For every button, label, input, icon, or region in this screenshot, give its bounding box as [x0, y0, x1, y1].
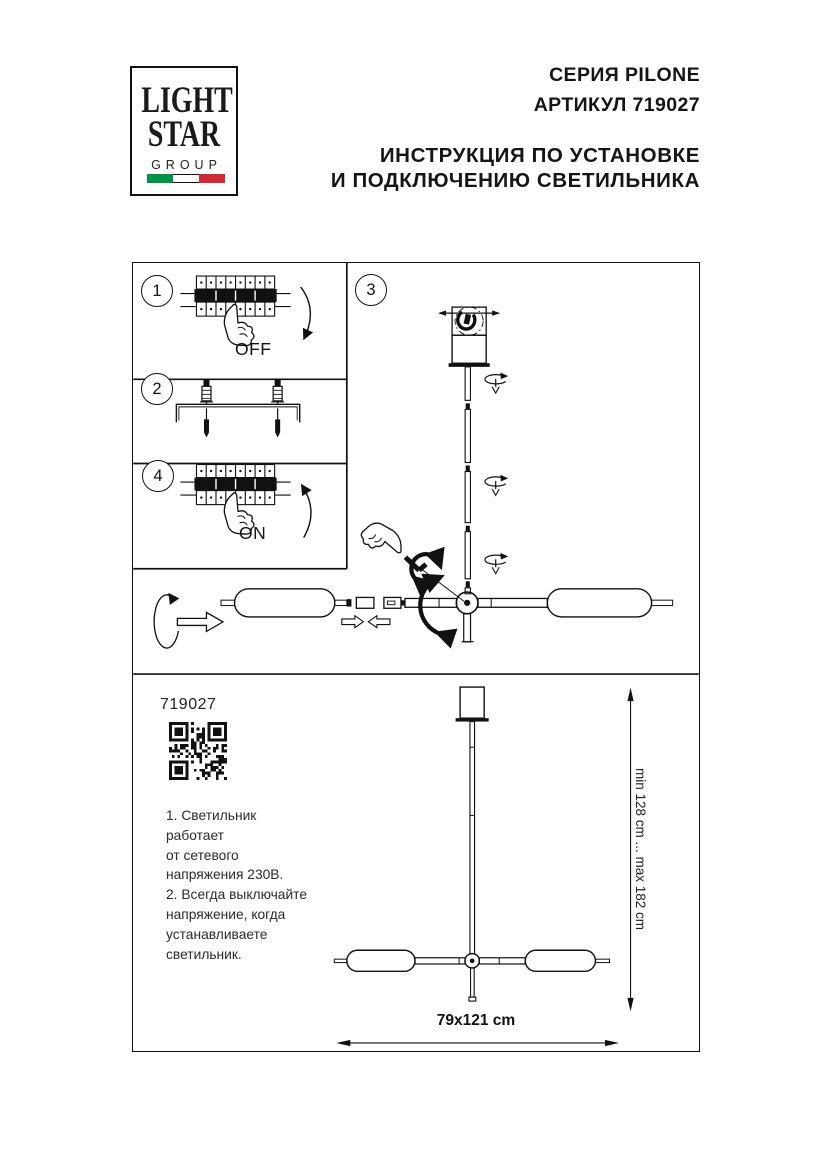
fixture-dimensions-diagram — [334, 687, 633, 1046]
lamp-shade-left — [235, 589, 335, 617]
rotate-hub-arrow-icon — [420, 578, 440, 634]
panel-dividers — [133, 263, 698, 674]
lamp-shade-right — [547, 589, 651, 617]
note-line: устанавливаете — [166, 926, 268, 942]
breaker-off-diagram — [180, 276, 310, 348]
lightstar-logo — [130, 66, 238, 196]
anchor-right-icon — [271, 380, 284, 438]
on-label: ON — [239, 523, 267, 543]
screw-rotation-icon — [485, 372, 508, 393]
ceiling-canopy — [460, 687, 484, 718]
flag-white — [173, 174, 199, 183]
step-4-badge — [142, 460, 174, 492]
width-dimension-arrow — [336, 1040, 619, 1046]
logo-word-group: GROUP — [151, 158, 222, 172]
lamp-shade-right — [525, 950, 595, 971]
step-3-badge — [355, 274, 387, 306]
connector-plug — [384, 597, 401, 608]
off-label: OFF — [235, 339, 272, 359]
article-number: 719027 — [160, 696, 217, 713]
width-dimension-label: 79x121 cm — [436, 1012, 516, 1029]
screw-rotation-icon — [485, 553, 508, 574]
lamp-shade-left — [347, 950, 415, 971]
article-title: АРТИКУЛ 719027 — [533, 94, 700, 116]
note-line: напряжения 230В. — [166, 867, 284, 883]
header-series-article — [534, 60, 700, 120]
turn-arrow-icon — [154, 593, 179, 648]
step-1-number: 1 — [152, 281, 162, 300]
anchor-bracket-diagram — [176, 380, 299, 438]
logo-word-light: LIGHT — [141, 80, 233, 121]
insert-direction-arrow-icon — [368, 616, 390, 628]
turn-off-arrow-icon — [301, 287, 311, 337]
note-line: 1. Светильник — [166, 808, 257, 823]
italian-flag-stripe — [147, 174, 225, 183]
turn-on-arrow-icon — [303, 487, 311, 538]
note-line: напряжение, когда — [166, 906, 286, 922]
connector-socket — [356, 597, 374, 608]
logo-word-star: STAR — [147, 114, 221, 155]
note-line: светильник. — [166, 946, 242, 962]
qr-code — [169, 722, 227, 780]
screw-rotation-icon — [485, 475, 508, 496]
instruction-title — [331, 143, 700, 193]
insert-direction-arrow-icon — [342, 616, 364, 628]
note-line: работает — [166, 827, 224, 843]
rod-assembly-diagram — [438, 307, 508, 594]
series-title: СЕРИЯ PILONE — [549, 64, 700, 86]
arm-assembly-diagram — [154, 516, 672, 648]
canopy-cup — [452, 335, 486, 363]
flag-green — [147, 174, 173, 183]
step-3-number: 3 — [366, 280, 376, 299]
step-2-number: 2 — [152, 379, 162, 398]
instruction-title-line2: И ПОДКЛЮЧЕНИЮ СВЕТИЛЬНИКА — [330, 169, 700, 192]
diagram-panel — [132, 262, 700, 1052]
safety-notes — [166, 806, 321, 964]
height-dimension-label: min 128 cm ... max 182 cm — [633, 768, 648, 931]
flag-red — [199, 174, 225, 183]
slide-arrow-icon — [177, 612, 223, 631]
step-4-number: 4 — [153, 466, 163, 485]
pinching-hand-icon — [358, 516, 407, 567]
step-1-badge — [141, 275, 173, 307]
step-2-badge — [141, 373, 173, 405]
anchor-left-icon — [200, 380, 213, 438]
note-line: от сетевого — [166, 847, 239, 863]
rod-segments — [465, 367, 470, 594]
instruction-title-line1: ИНСТРУКЦИЯ ПО УСТАНОВКЕ — [379, 144, 700, 167]
note-line: 2. Всегда выключайте — [166, 887, 308, 903]
